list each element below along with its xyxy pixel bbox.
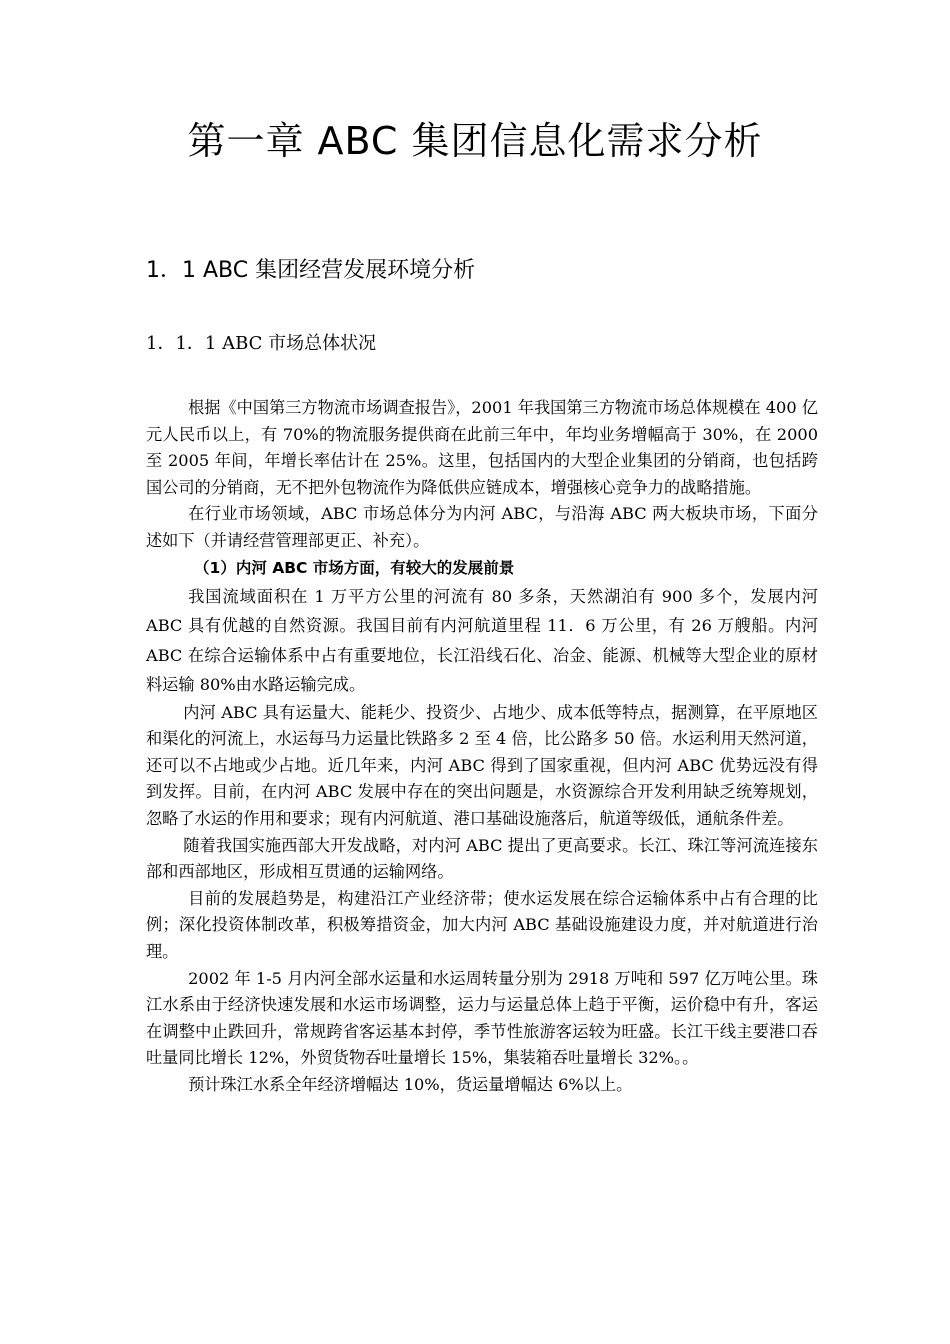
paragraph-inland-features: 内河 ABC 具有运量大、能耗少、投资少、占地少、成本低等特点，据测算，在平原地区和渠化的河流上，水运每马力运量比铁路多 2 至 4 倍，比公路多 50 倍。水运利用天然河道，还可以不占地或少占地。近几年来，内河 ABC 得到了国家重视，但内河 ABC 优势远没有得到发挥。目前，在内河 ABC 发展中存在的突出问题是，水资源综合开发利用缺乏统筹规划，忽略了水运的作用和要求；现有内河航道、港口基础设施落后，航道等级低，通航条件差。 xyxy=(146,702,818,828)
paragraph-industry-market: 在行业市场领域，ABC 市场总体分为内河 ABC，与沿海 ABC 两大板块市场，下面分述如下（并请经营管理部更正、补充）。 xyxy=(146,504,818,550)
body-text xyxy=(146,395,818,1098)
section-title: 1．1 ABC 集团经营发展环境分析 xyxy=(146,258,476,283)
paragraph-trend: 目前的发展趋势是，构建沿江产业经济带；使水运发展在综合运输体系中占有合理的比例；深化投资体制改革，积极筹措资金，加大内河 ABC 基础设施建设力度，并对航道进行治理。 xyxy=(146,888,818,961)
paragraph-inland-heading: （1）内河 ABC 市场方面，有较大的发展前景 xyxy=(194,558,515,577)
subsection-title: 1．1．1 ABC 市场总体状况 xyxy=(146,333,377,354)
paragraph-2002-statistics: 2002 年 1-5 月内河全部水运量和水运周转量分别为 2918 万吨和 597 亿万吨公里。珠江水系由于经济快速发展和水运市场调整，运力与运量总体上趋于平衡，运价稳中有升，客运在调整中止跌回升，常规跨省客运基本封停，季节性旅游客运较为旺盛。长江干线主要港口吞吐量同比增长 12%，外贸货物吞吐量增长 15%，集装箱吞吐量增长 32%。。 xyxy=(146,968,818,1068)
paragraph-market-report: 根据《中国第三方物流市场调查报告》，2001 年我国第三方物流市场总体规模在 400 亿元人民币以上，有 70%的物流服务提供商在此前三年中，年均业务增幅高于 30%，在 2000 至 2005 年间，年增长率估计在 25%。这里，包括国内的大型企业集团的分销商，也包括跨国公司的分销商，无不把外包物流作为降低供应链成本，增强核心竞争力的战略措施。 xyxy=(146,398,818,497)
paragraph-river-resources: 我国流域面积在 1 万平方公里的河流有 80 多条，天然湖泊有 900 多个，发展内河 ABC 具有优越的自然资源。我国目前有内河航道里程 11．6 万公里，有 26 万艘船。内河 ABC 在综合运输体系中占有重要地位，长江沿线石化、冶金、能源、机械等大型企业的原材料运输 80%由水路运输完成。 xyxy=(146,586,818,695)
paragraph-west-development: 随着我国实施西部大开发战略，对内河 ABC 提出了更高要求。长江、珠江等河流连接东部和西部地区，形成相互贯通的运输网络。 xyxy=(146,835,818,882)
paragraph-forecast: 预计珠江水系全年经济增幅达 10%，货运量增幅达 6%以上。 xyxy=(188,1074,633,1094)
chapter-title: 第一章 ABC 集团信息化需求分析 xyxy=(187,119,763,163)
